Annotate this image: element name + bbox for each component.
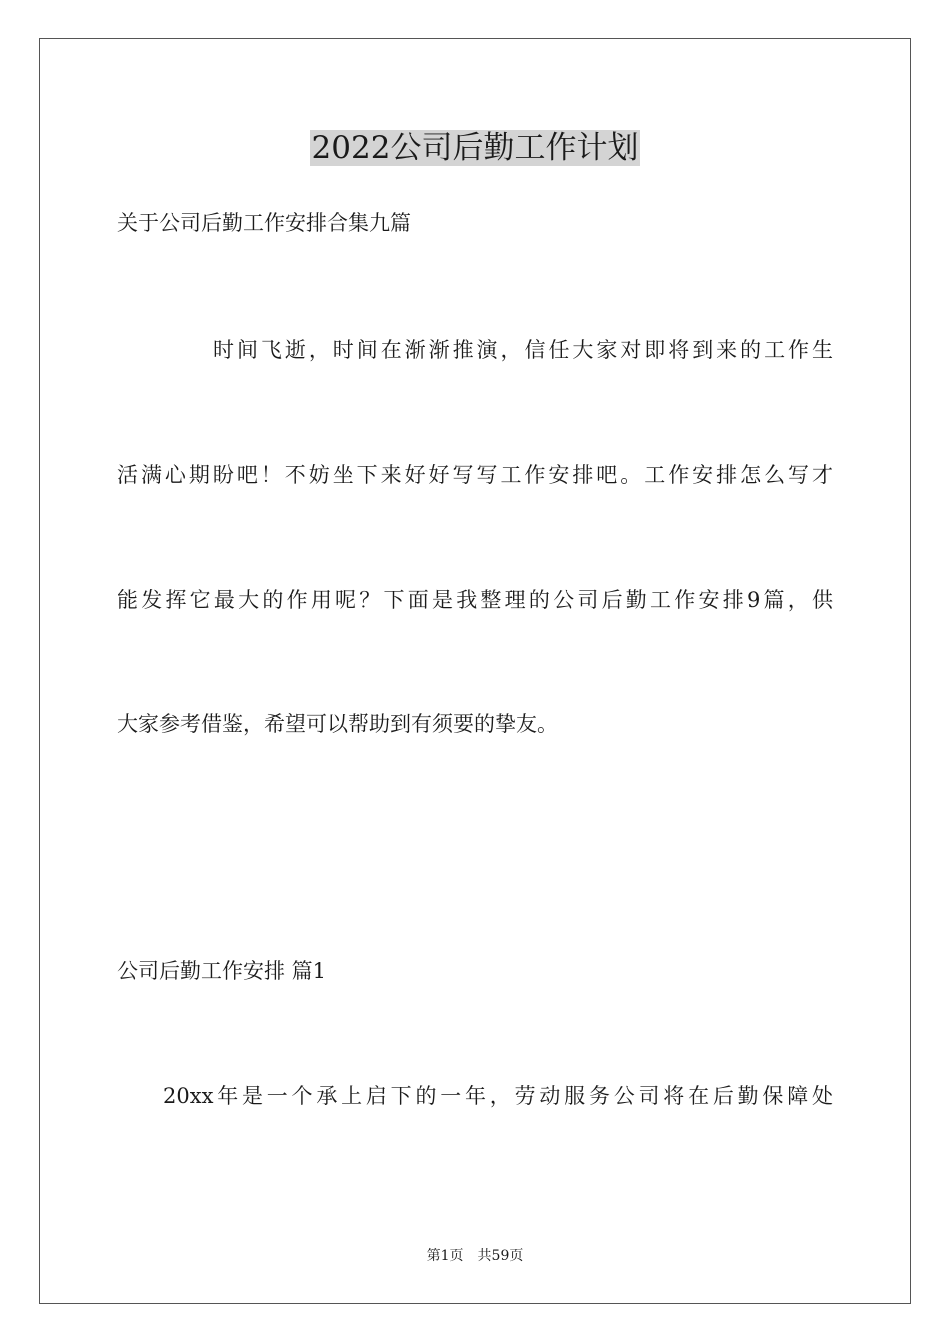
document-subtitle: 关于公司后勤工作安排合集九篇 <box>117 211 411 235</box>
intro-paragraph-line: 能发挥它最大的作用呢？下面是我整理的公司后勤工作安排9篇，供 <box>117 588 833 612</box>
section-paragraph-line: 20xx年是一个承上启下的一年，劳动服务公司将在后勤保障处 <box>163 1084 833 1108</box>
section-heading: 公司后勤工作安排 篇1 <box>117 959 327 983</box>
intro-paragraph-line: 大家参考借鉴，希望可以帮助到有须要的挚友。 <box>117 712 558 736</box>
page-number-footer: 第1页 共59页 <box>426 1248 524 1264</box>
document-title <box>0 126 950 170</box>
document-title-text: 2022公司后勤工作计划 <box>311 130 639 166</box>
intro-paragraph-line: 活满心期盼吧！不妨坐下来好好写写工作安排吧。工作安排怎么写才 <box>117 463 833 487</box>
intro-paragraph-line: 时间飞逝，时间在渐渐推演，信任大家对即将到来的工作生 <box>213 338 833 362</box>
